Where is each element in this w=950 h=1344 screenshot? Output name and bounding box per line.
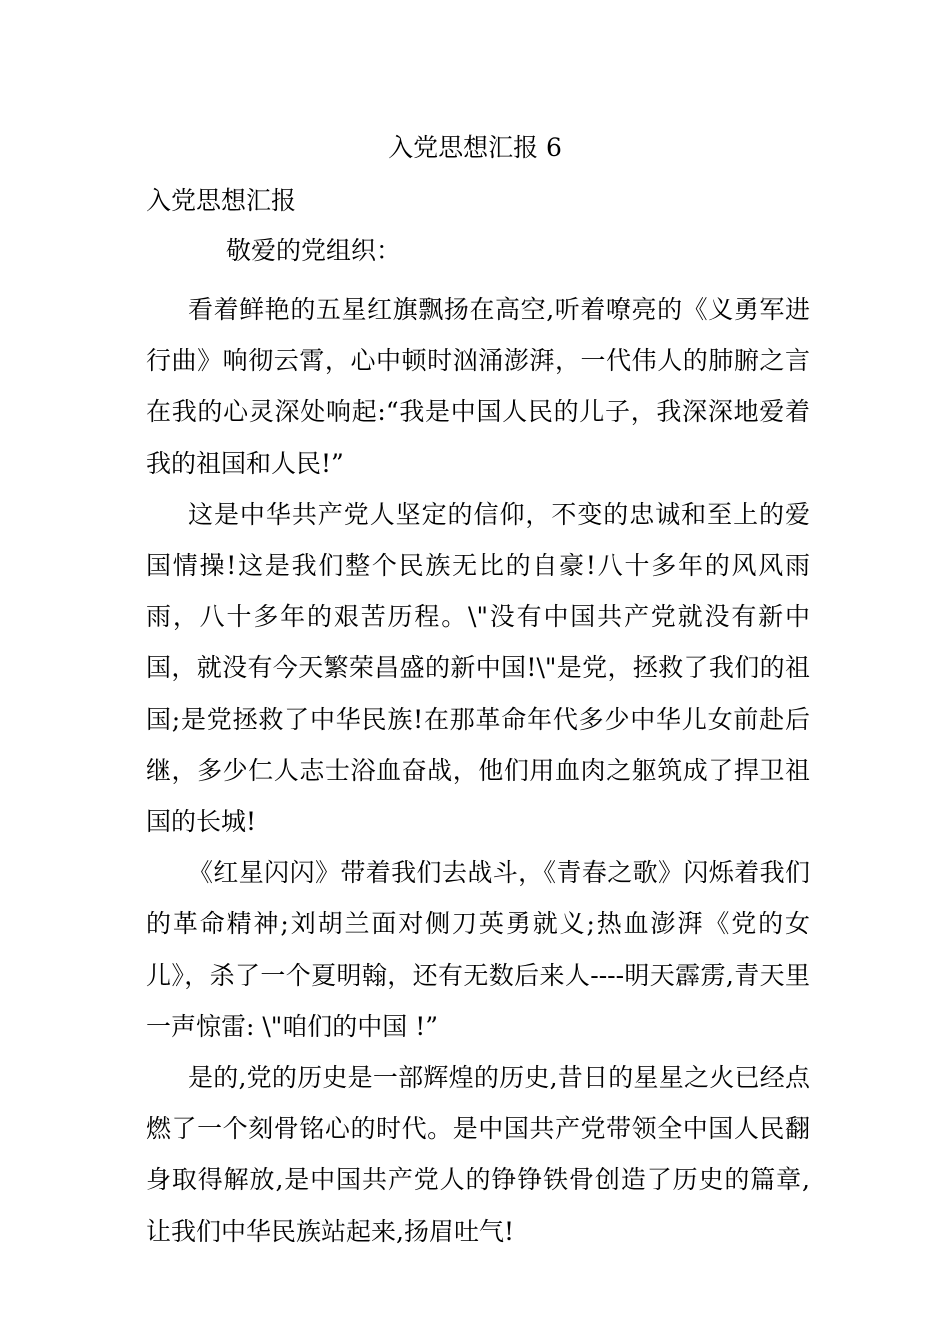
paragraph-2: 这是中华共产党人坚定的信仰，不变的忠诚和至上的爱国情操!这是我们整个民族无比的自豪!八十多年的风风雨雨，八十多年的艰苦历程。\"没有中国共产党就没有新中国，就没有今天繁荣昌盛的新中国!\"是党，拯救了我们的祖国;是党拯救了中华民族!在那革命年代多少中华儿女前赴后继，多少仁人志士浴血奋战，他们用血肉之躯筑成了捍卫祖国的长城! [146, 499, 810, 837]
salutation: 敬爱的党组织： [226, 236, 402, 265]
document-title: 入党思想汇报 6 [388, 133, 562, 162]
document-subtitle: 入党思想汇报 [146, 186, 297, 215]
paragraph-4: 是的,党的历史是一部辉煌的历史,昔日的星星之火已经点燃了一个刻骨铭心的时代。是中国共产党带领全中国人民翻身取得解放,是中国共产党人的铮铮铁骨创造了历史的篇章,让我们中华民族站起来,扬眉吐气! [146, 1063, 810, 1246]
paragraph-1: 看着鲜艳的五星红旗飘扬在高空,听着嘹亮的《义勇军进行曲》响彻云霄，心中顿时汹涌澎湃，一代伟人的肺腑之言在我的心灵深处响起:“我是中国人民的儿子，我深深地爱着我的祖国和人民!” [146, 295, 810, 478]
paragraph-3: 《红星闪闪》带着我们去战斗，《青春之歌》闪烁着我们的革命精神;刘胡兰面对侧刀英勇就义;热血澎湃《党的女儿》，杀了一个夏明翰，还有无数后来人----明天霹雳,青天里一声惊雷: \"咱们的中国 !” [146, 858, 810, 1041]
document-body [146, 284, 810, 1257]
